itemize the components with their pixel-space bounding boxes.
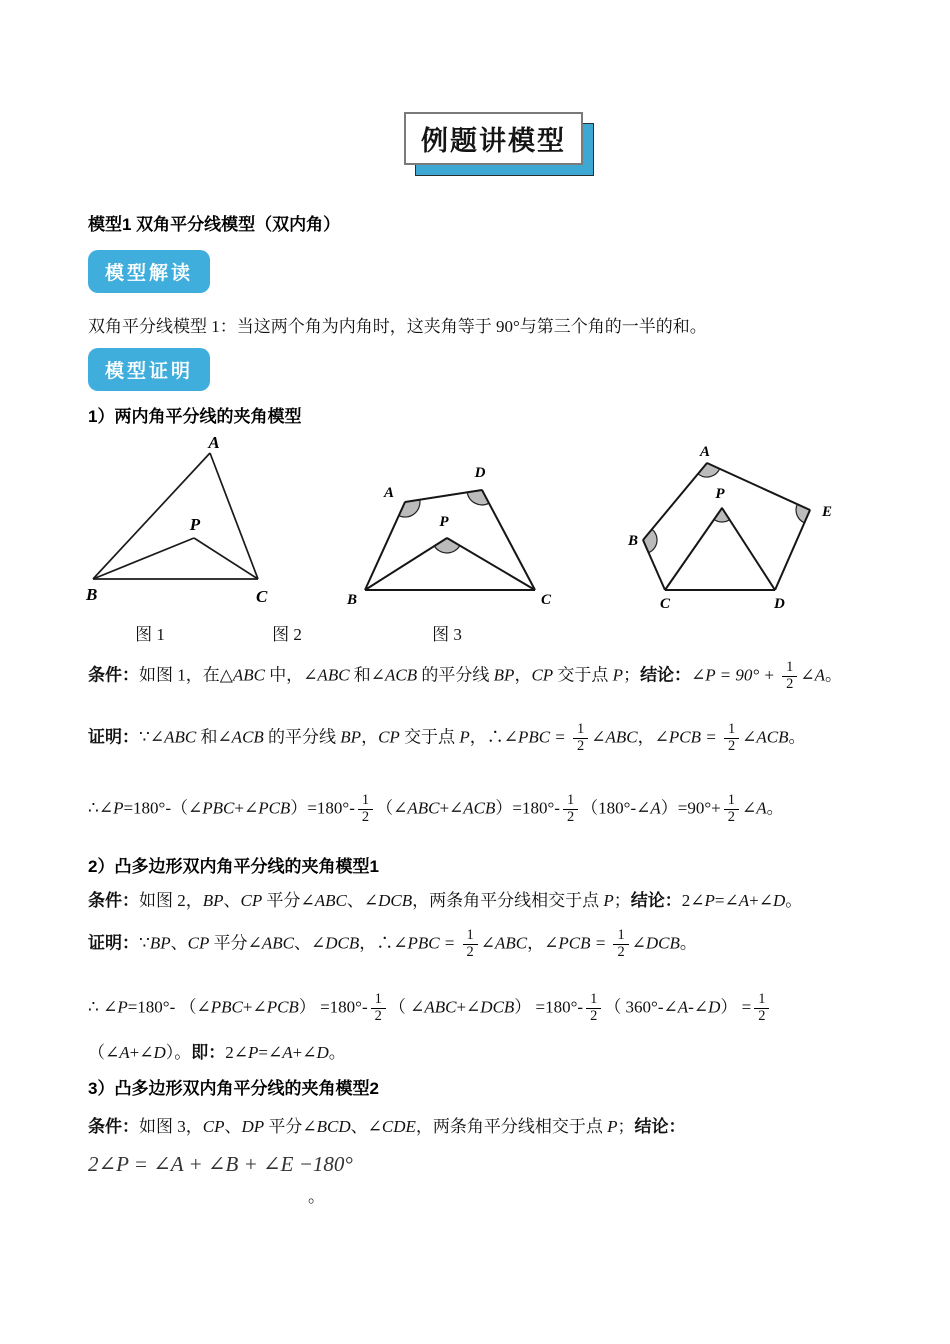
- model1-heading: 模型1 双角平分线模型（双内角）: [88, 215, 341, 234]
- fraction: $\frac{1}{2}$: [724, 722, 739, 755]
- sub2-heading: 2）凸多边形双内角平分线的夹角模型1: [88, 857, 379, 876]
- fig2-label-B: B: [347, 592, 358, 608]
- fraction: $\frac{1}{2}$: [563, 793, 578, 826]
- figure3-lines: [643, 463, 810, 590]
- fraction: $\frac{1}{2}$: [463, 928, 478, 961]
- fig2-label-C: C: [541, 592, 552, 608]
- fraction: $\frac{1}{2}$: [724, 793, 739, 826]
- fraction: $\frac{1}{2}$: [358, 793, 373, 826]
- deduction1-line: ∴∠P=180°-（∠PBC+∠PCB）=180°- $\frac{1}{2}$ （∠ABC+∠ACB）=180°- $\frac{1}{2}$ （180°-∠A）=90°+ $\frac{1}{2}$ ∠A。: [88, 792, 784, 825]
- figure2-lines: [365, 490, 535, 590]
- figure3-angle-wedges: [643, 463, 810, 553]
- fraction: $\frac{1}{2}$: [754, 992, 769, 1025]
- condition1-line: 条件：如图 1，在△ABC 中，∠ABC 和∠ACB 的平分线 BP，CP 交于点 P；结论：∠P = 90° + $\frac{1}{2}$ ∠A。: [88, 659, 842, 692]
- deduction2-line1: ∴ ∠P=180°- （∠PBC+∠PCB） =180°- $\frac{1}{2}$ （ ∠ABC+∠DCB） =180°- $\frac{1}{2}$ （ 360°-∠A-∠D） = $\frac{1}{2}$: [88, 992, 772, 1025]
- page-title: 例题讲模型: [404, 112, 583, 165]
- condition3-line: 条件：如图 3，CP、DP 平分∠BCD、∠CDE，两条角平分线相交于点 P；结论：: [88, 1117, 686, 1136]
- conclusion3-period: 。: [308, 1187, 325, 1206]
- fraction: $\frac{1}{2}$: [586, 992, 601, 1025]
- fig3-label-A: A: [699, 444, 711, 460]
- fraction: $\frac{1}{2}$: [613, 928, 628, 961]
- deduction2-line2: （∠A+∠D）。即：2∠P=∠A+∠D。: [88, 1043, 346, 1062]
- fig1-label-A: A: [208, 433, 220, 452]
- fig1-label-B: B: [86, 585, 98, 604]
- figure3-pentagon: [628, 442, 863, 614]
- fig2-label-P: P: [439, 514, 449, 530]
- figure2-quadrilateral: [345, 462, 560, 612]
- fraction: $\frac{1}{2}$: [371, 992, 386, 1025]
- fig2-label-D: D: [474, 465, 486, 481]
- title-banner: [404, 112, 583, 165]
- fig1-label-P: P: [189, 515, 201, 534]
- proof1-line: 证明：∵∠ABC 和∠ACB 的平分线 BP，CP 交于点 P，∴∠PBC = $\frac{1}{2}$ ∠ABC，∠PCB = $\frac{1}{2}$ ∠ACB。: [88, 721, 806, 754]
- condition2-line: 条件：如图 2，BP、CP 平分∠ABC、∠DCB，两条角平分线相交于点 P；结论：2∠P=∠A+∠D。: [88, 891, 803, 910]
- proof2-line: 证明：∵BP、CP 平分∠ABC、∠DCB，∴∠PBC = $\frac{1}{2}$ ∠ABC，∠PCB = $\frac{1}{2}$ ∠DCB。: [88, 927, 697, 960]
- fig3-label-P: P: [715, 486, 725, 502]
- fig3-label-D: D: [774, 596, 785, 612]
- fig2-caption: 图 2: [272, 625, 302, 644]
- model-interpret-text: 双角平分线模型 1：当这两个角为内角时，这夹角等于 90°与第三个角的一半的和。: [88, 317, 707, 336]
- conclusion3-formula: 2∠P = ∠A + ∠B + ∠E −180°: [88, 1152, 353, 1176]
- fig3-caption: 图 3: [432, 625, 462, 644]
- fig1-caption: 图 1: [135, 625, 165, 644]
- model-proof-badge: 模型证明: [88, 348, 210, 391]
- sub3-heading: 3）凸多边形双内角平分线的夹角模型2: [88, 1079, 379, 1098]
- fig3-label-C: C: [660, 596, 671, 612]
- figure1-triangle: [78, 432, 278, 608]
- fraction: $\frac{1}{2}$: [573, 722, 588, 755]
- fig2-label-A: A: [383, 485, 395, 501]
- fig3-label-B: B: [628, 533, 639, 549]
- model-interpret-badge: 模型解读: [88, 250, 210, 293]
- fig3-label-E: E: [822, 504, 833, 520]
- fraction: $\frac{1}{2}$: [782, 660, 797, 693]
- sub1-heading: 1）两内角平分线的夹角模型: [88, 407, 302, 426]
- fig1-label-C: C: [256, 587, 268, 606]
- figure1-lines: [93, 453, 258, 579]
